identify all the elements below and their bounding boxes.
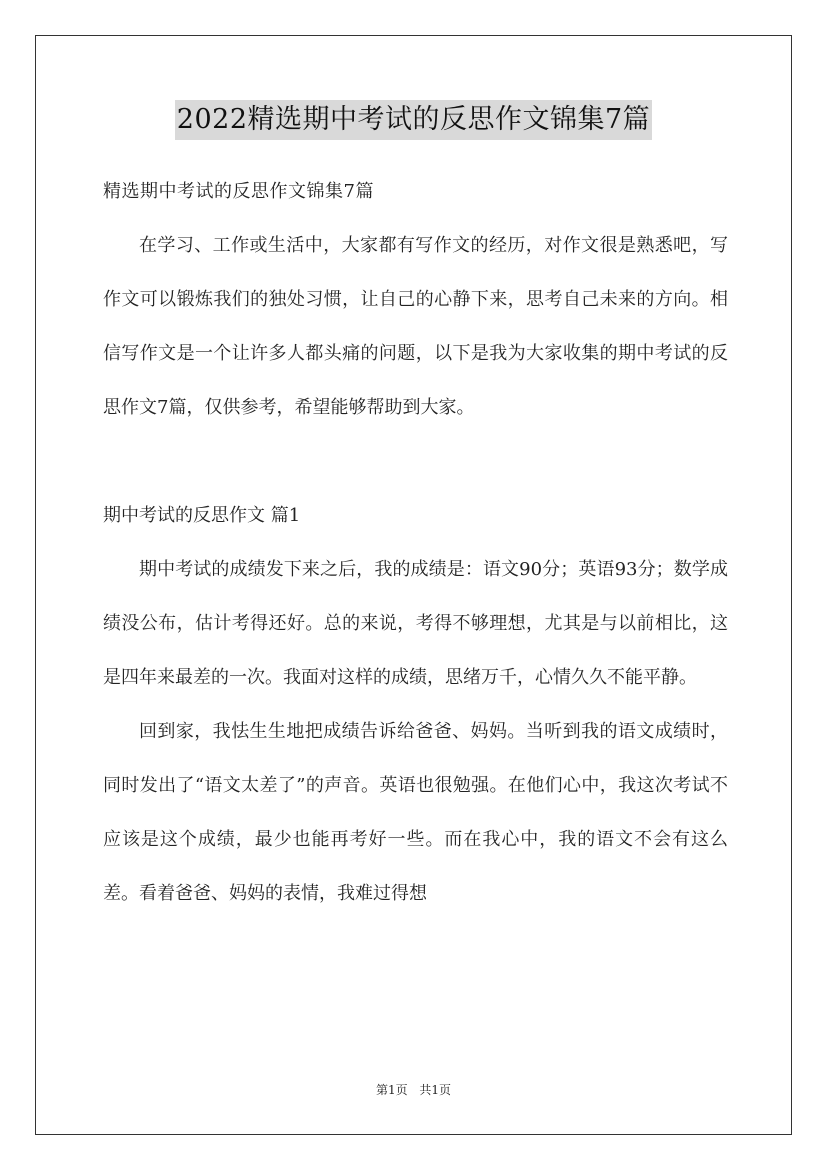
document-title: 2022精选期中考试的反思作文锦集7篇 [175, 100, 652, 140]
page-number: 第1页 [375, 1083, 408, 1097]
intro-paragraph: 在学习、工作或生活中，大家都有写作文的经历，对作文很是熟悉吧，写作文可以锻炼我们的独处习惯，让自己的心静下来，思考自己未来的方向。相信写作文是一个让许多人都头痛的问题，以下是我为大家收集的期中考试的反思作文7篇，仅供参考，希望能够帮助到大家。 [103, 235, 728, 418]
page-footer [0, 1082, 827, 1098]
document-body [103, 165, 728, 921]
page-total: 共1页 [419, 1083, 452, 1097]
body-paragraph: 期中考试的成绩发下来之后，我的成绩是：语文90分；英语93分；数学成绩没公布，估计考得还好。总的来说，考得不够理想，尤其是与以前相比，这是四年来最差的一次。我面对这样的成绩，思绪万千，心情久久不能平静。 [103, 559, 728, 688]
section-heading: 期中考试的反思作文 篇1 [103, 505, 301, 526]
section-spacer [103, 435, 728, 489]
body-paragraph: 回到家，我怯生生地把成绩告诉给爸爸、妈妈。当听到我的语文成绩时，同时发出了“语文太差了”的声音。英语也很勉强。在他们心中，我这次考试不应该是这个成绩，最少也能再考好一些。而在我心中，我的语文不会有这么差。看着爸爸、妈妈的表情，我难过得想 [103, 721, 728, 904]
title-wrap [0, 100, 827, 140]
document-subtitle: 精选期中考试的反思作文锦集7篇 [103, 181, 374, 202]
